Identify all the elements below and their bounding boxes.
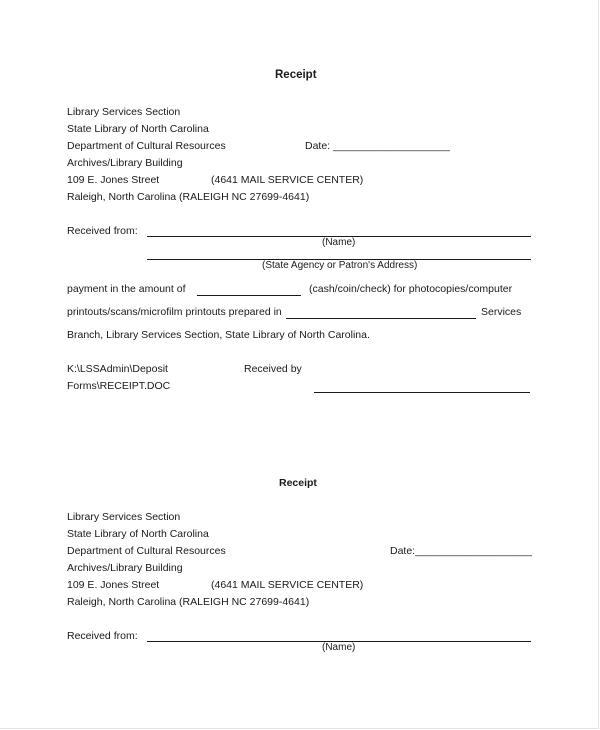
date-label: Date:	[390, 545, 416, 557]
receipt-title: Receipt	[275, 69, 317, 81]
date-underscores: ____________________	[333, 140, 450, 152]
received-by-line[interactable]	[314, 392, 530, 393]
agency-caption: (State Agency or Patron's Address)	[262, 260, 418, 271]
address-line: State Library of North Carolina	[67, 123, 209, 135]
file-path-line1: K:\LSSAdmin\Deposit	[67, 363, 168, 375]
amount-line[interactable]	[197, 295, 301, 296]
date-field[interactable]	[390, 545, 532, 558]
mail-service-center: (4641 MAIL SERVICE CENTER)	[211, 579, 364, 591]
name-caption: (Name)	[322, 642, 356, 653]
receipt-title: Receipt	[279, 477, 317, 489]
payment-suffix: (cash/coin/check) for photocopies/computer	[309, 283, 513, 295]
received-from-label: Received from:	[67, 225, 138, 237]
address-line: Library Services Section	[67, 106, 181, 118]
address-line: Library Services Section	[67, 511, 181, 523]
name-caption: (Name)	[322, 237, 356, 248]
branch-text: Branch, Library Services Section, State Library of North Carolina.	[67, 329, 370, 341]
date-underscores: ____________________	[415, 545, 532, 557]
address-line: Archives/Library Building	[67, 157, 183, 169]
file-path-line2: Forms\RECEIPT.DOC	[67, 380, 171, 392]
received-by-label: Received by	[244, 363, 302, 375]
address-line: Archives/Library Building	[67, 562, 183, 574]
services-text: Services	[481, 306, 522, 318]
address-line: Raleigh, North Carolina (RALEIGH NC 27699-4641)	[67, 191, 310, 203]
address-line: State Library of North Carolina	[67, 528, 209, 540]
address-line: Department of Cultural Resources	[67, 545, 226, 557]
date-label: Date:	[305, 140, 334, 152]
mail-service-center: (4641 MAIL SERVICE CENTER)	[211, 174, 364, 186]
address-line: Department of Cultural Resources	[67, 140, 226, 152]
received-from-label: Received from:	[67, 630, 138, 642]
branch-line[interactable]	[286, 318, 476, 319]
payment-prefix: payment in the amount of	[67, 283, 186, 295]
address-line: 109 E. Jones Street	[67, 579, 160, 591]
date-field[interactable]	[305, 140, 450, 153]
address-line: Raleigh, North Carolina (RALEIGH NC 27699-4641)	[67, 596, 310, 608]
printouts-text: printouts/scans/microfilm printouts prepared in	[67, 306, 282, 318]
address-line: 109 E. Jones Street	[67, 174, 160, 186]
